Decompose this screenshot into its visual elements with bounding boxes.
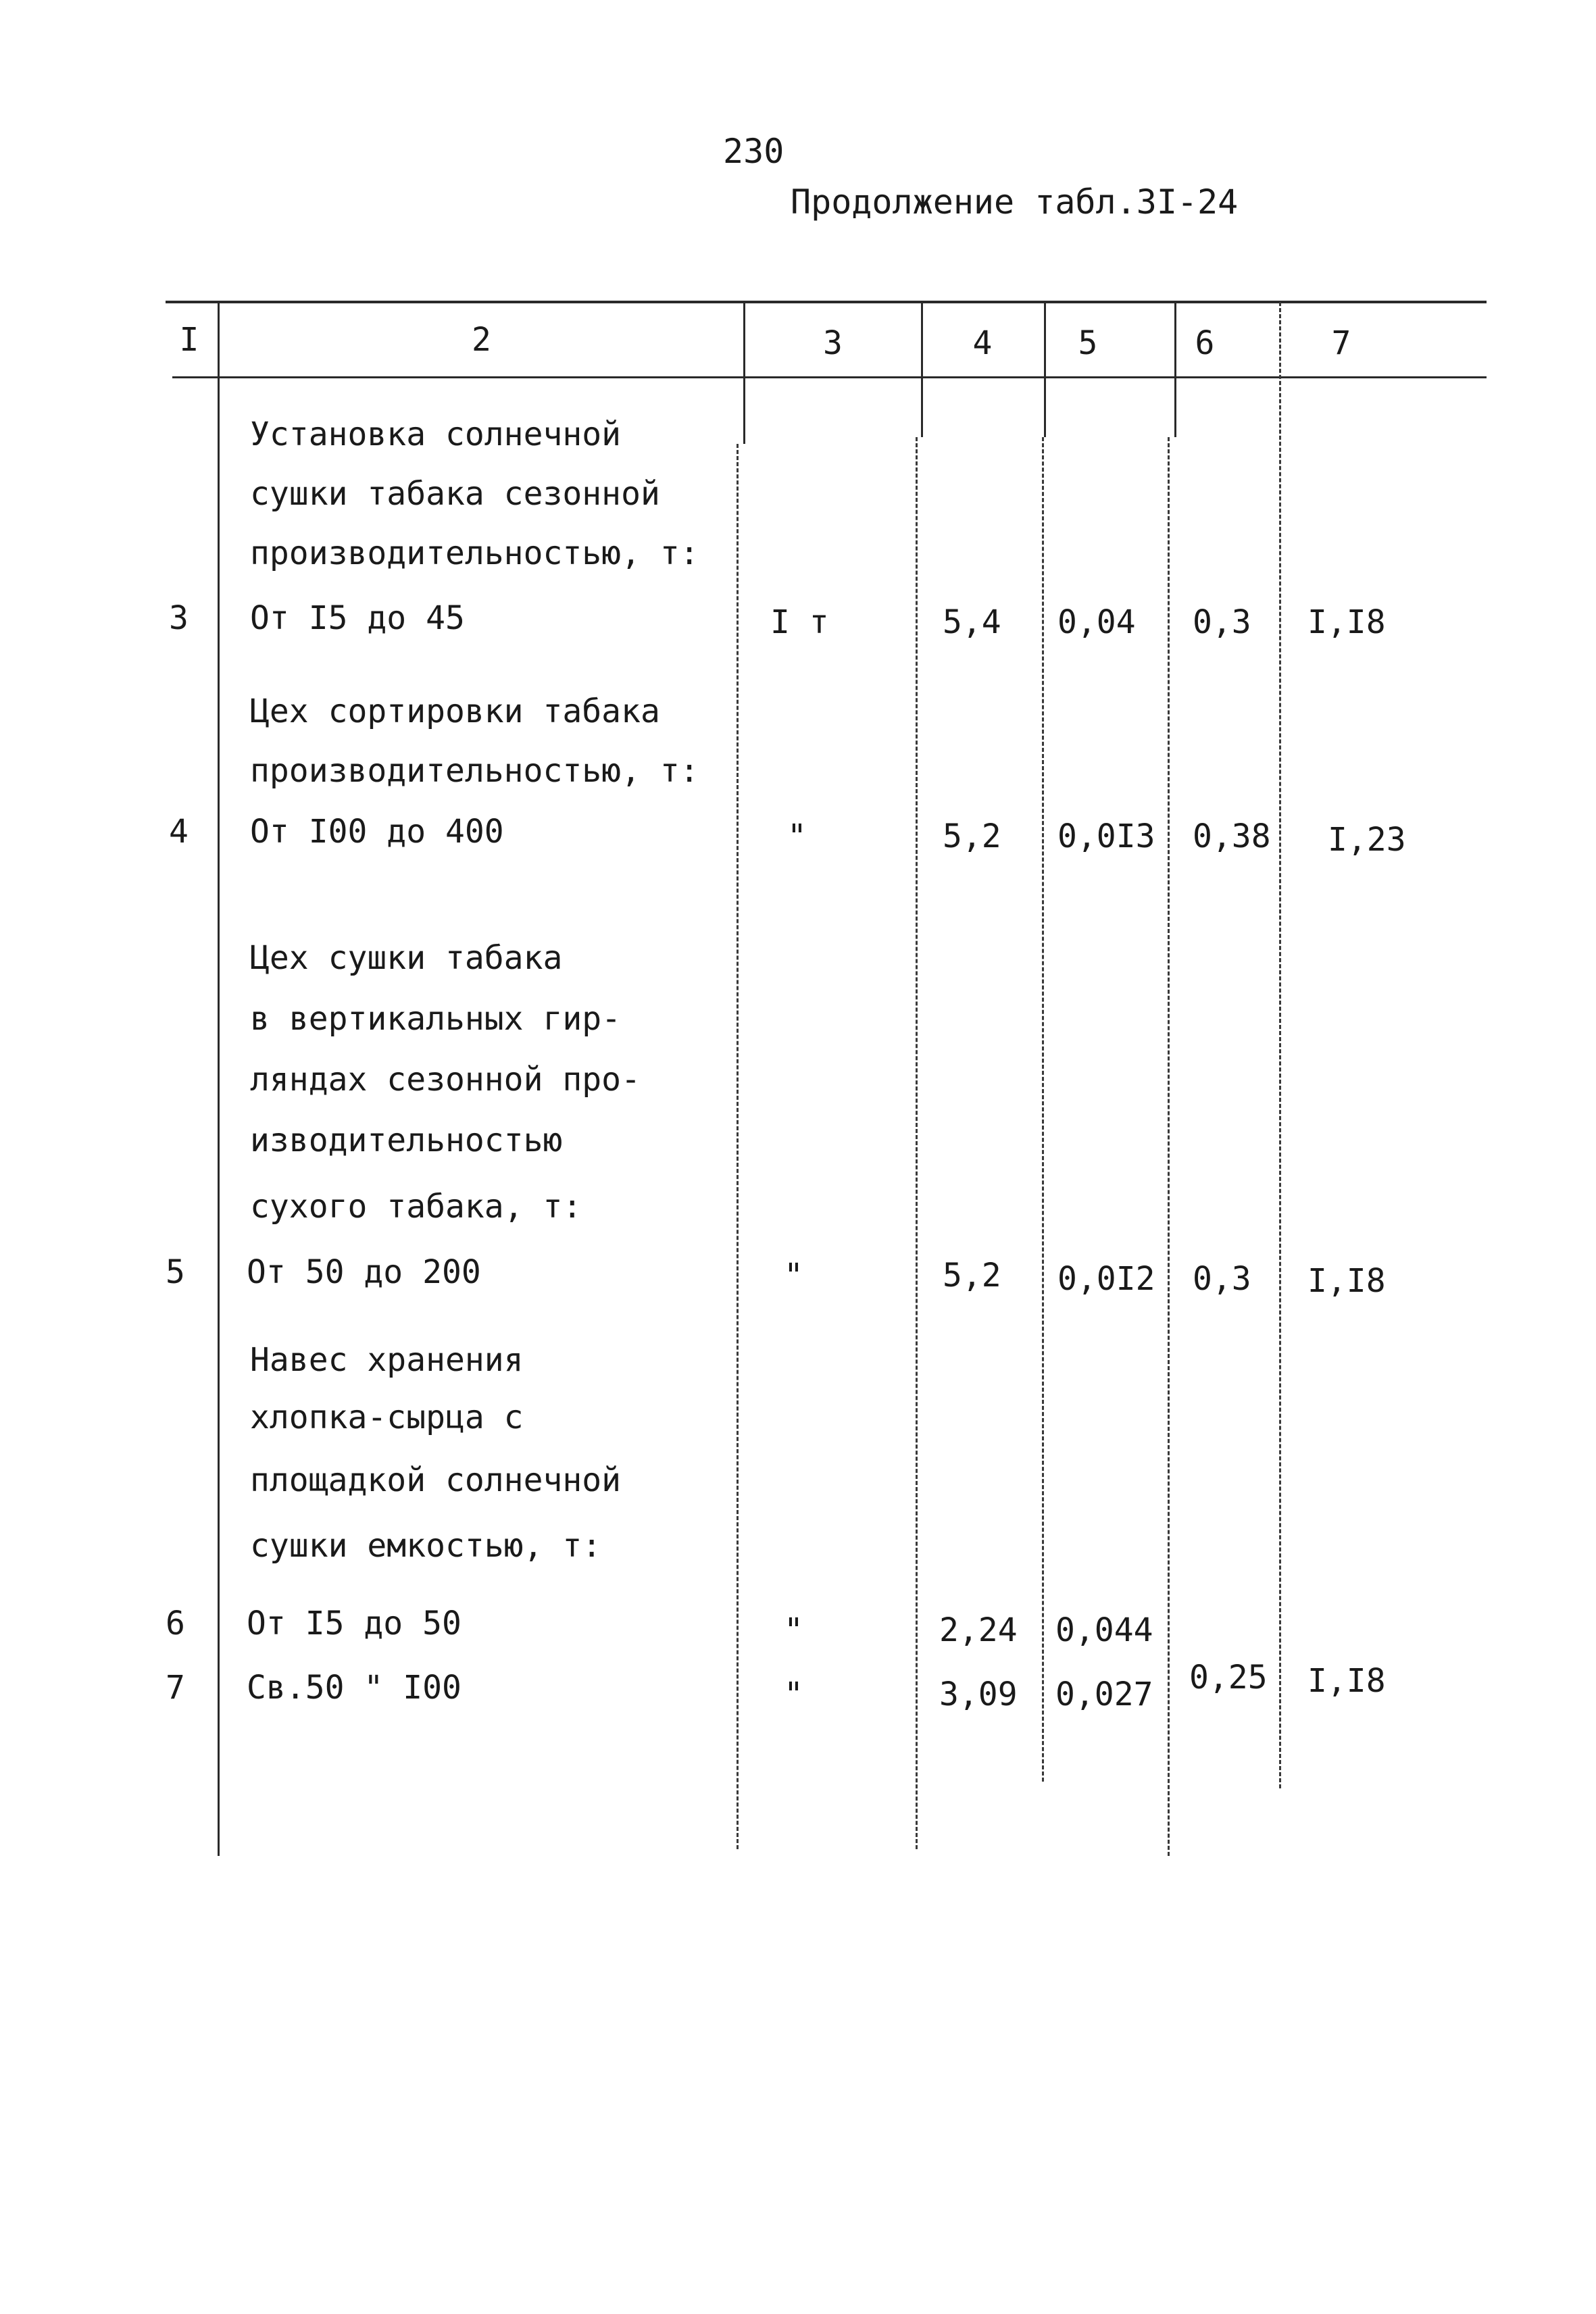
row-5-col-4: 5,2 [943,1257,1001,1294]
row-3-col-7: I,I8 [1307,603,1386,641]
table-title: Продолжение табл.3I-24 [791,182,1239,222]
col-divider-5 [1174,302,1176,437]
row-6-range: От I5 до 50 [247,1605,462,1642]
header-col-2: 2 [472,321,491,359]
row-3-number: 3 [169,599,189,637]
row-4-range: От I00 до 400 [250,813,504,851]
group-4-desc-line-3: площадкой солнечной [250,1461,622,1499]
row-4-col-6: 0,38 [1193,818,1271,855]
row-6-unit: " [784,1611,803,1649]
col-divider-2 [743,302,745,444]
header-col-3: 3 [823,324,843,362]
col-divider-3 [921,302,923,437]
group-2-desc-line-2: производительностью, т: [250,752,699,790]
row-4-col-5: 0,0I3 [1057,818,1155,855]
row-3-range: От I5 до 45 [250,599,465,637]
group-1-desc-line-1: Установка солнечной [250,416,622,453]
header-col-4: 4 [972,324,993,362]
header-bottom-rule [172,376,1487,378]
row-4-col-4: 5,2 [943,818,1001,855]
header-col-1: I [179,321,199,359]
row-3-col-5: 0,04 [1057,603,1136,641]
col-divider-1 [218,302,220,1856]
group-4-desc-line-4: сушки емкостью, т: [250,1527,602,1565]
group-3-desc-line-1: Цех сушки табака [250,939,563,977]
group-4-desc-line-2: хлопка-сырца с [250,1399,524,1436]
header-col-7: 7 [1331,324,1351,362]
rows-6-7-col-6: 0,25 [1189,1659,1268,1696]
row-7-col-4: 3,09 [939,1676,1018,1713]
group-3-desc-line-4: изводительностью [250,1122,563,1159]
col-divider-5-body [1168,437,1170,1856]
header-col-6: 6 [1195,324,1215,362]
group-1-desc-line-2: сушки табака сезонной [250,475,660,513]
row-3-col-4: 5,4 [943,603,1001,641]
row-4-number: 4 [169,813,189,851]
group-3-desc-line-2: в вертикальных гир- [250,1000,622,1038]
row-5-unit: " [784,1257,803,1294]
group-3-desc-line-3: ляндах сезонной про- [250,1061,641,1099]
col-divider-6 [1279,302,1281,1788]
row-5-col-7: I,I8 [1307,1262,1386,1300]
row-7-unit: " [784,1676,803,1713]
col-divider-4-body [1042,437,1044,1782]
row-3-col-6: 0,3 [1193,603,1251,641]
col-divider-3-body [916,437,918,1849]
row-3-unit: I т [770,603,829,641]
header-col-5: 5 [1078,324,1098,362]
group-2-desc-line-1: Цех сортировки табака [250,693,660,730]
row-5-col-6: 0,3 [1193,1260,1251,1298]
row-6-col-5: 0,044 [1055,1611,1153,1649]
rows-6-7-col-7: I,I8 [1307,1662,1386,1700]
row-7-number: 7 [166,1669,185,1707]
group-4-desc-line-1: Навес хранения [250,1341,524,1379]
row-5-col-5: 0,0I2 [1057,1260,1155,1298]
row-4-unit: " [787,818,807,855]
row-6-col-4: 2,24 [939,1611,1018,1649]
row-5-number: 5 [166,1253,185,1291]
row-7-col-5: 0,027 [1055,1676,1153,1713]
col-divider-2-body [737,444,739,1849]
page-number: 230 [723,132,784,171]
row-7-range: Св.50 " I00 [247,1669,462,1707]
row-4-col-7: I,23 [1328,821,1406,859]
row-5-range: От 50 до 200 [247,1253,481,1291]
group-1-desc-line-3: производительностью, т: [250,534,699,572]
group-3-desc-line-5: сухого табака, т: [250,1188,582,1226]
row-6-number: 6 [166,1605,185,1642]
col-divider-4 [1044,302,1046,437]
table-top-rule [166,301,1487,303]
